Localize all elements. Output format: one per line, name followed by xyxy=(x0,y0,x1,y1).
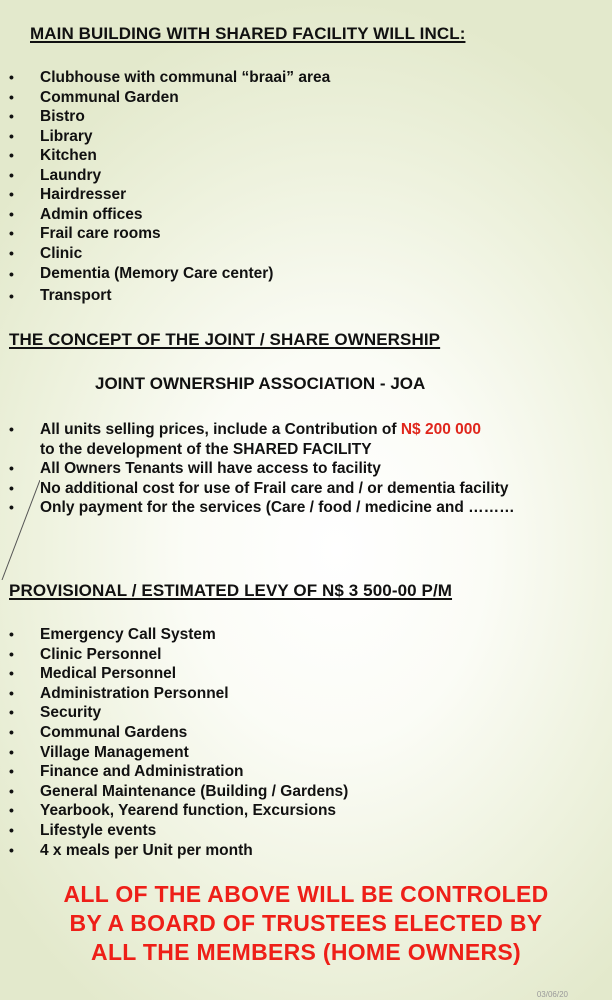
bullet-icon: • xyxy=(9,645,14,662)
list-item xyxy=(9,166,330,186)
levy-list xyxy=(9,625,348,860)
contribution-amount: N$ 200 000 xyxy=(400,421,481,438)
list-item-label: Clinic xyxy=(40,244,83,262)
bullet-icon: • xyxy=(9,763,14,780)
list-item-label: Laundry xyxy=(40,166,102,184)
ownership-list xyxy=(9,420,569,518)
list-item xyxy=(9,185,330,205)
list-item-label: Medical Personnel xyxy=(40,665,177,683)
list-item-label: Administration Personnel xyxy=(40,684,229,702)
list-item-label: No additional cost for use of Frail care and / or dementia facility xyxy=(40,479,509,497)
list-item xyxy=(9,703,348,723)
list-item-continuation: to the development of the SHARED FACILITY xyxy=(40,440,372,458)
bullet-icon: • xyxy=(9,821,14,838)
list-item-label: General Maintenance (Building / Gardens) xyxy=(40,782,349,800)
bullet-icon: • xyxy=(9,665,14,682)
trustees-statement xyxy=(0,880,612,967)
bullet-icon: • xyxy=(9,479,14,496)
list-item-label: Emergency Call System xyxy=(40,626,216,643)
list-item xyxy=(9,498,560,518)
section2-heading: THE CONCEPT OF THE JOINT / SHARE OWNERSHIP xyxy=(9,330,441,349)
list-item xyxy=(9,68,330,88)
statement-line: BY A BOARD OF TRUSTEES ELECTED BY xyxy=(69,910,543,936)
list-item-label: Communal Garden xyxy=(40,88,179,106)
bullet-icon: • xyxy=(9,166,14,183)
bullet-icon: • xyxy=(9,460,14,476)
date-stamp: 03/06/20 xyxy=(536,990,568,999)
list-item-label: Admin offices xyxy=(40,205,143,223)
bullet-icon: • xyxy=(9,69,14,85)
list-item-label: 4 x meals per Unit per month xyxy=(40,841,253,859)
list-item xyxy=(9,420,569,459)
list-item xyxy=(9,479,510,499)
list-item xyxy=(9,821,348,841)
bullet-icon: • xyxy=(9,743,14,760)
list-item xyxy=(9,684,348,704)
list-item xyxy=(9,127,330,147)
bullet-icon: • xyxy=(9,127,14,144)
list-item-label: Security xyxy=(40,704,102,722)
list-item-label: Clubhouse with communal “braai” area xyxy=(40,69,331,86)
bullet-icon: • xyxy=(9,225,14,241)
list-item-label: Dementia (Memory Care center) xyxy=(40,265,274,282)
statement-line: ALL THE MEMBERS (HOME OWNERS) xyxy=(91,939,521,965)
list-item xyxy=(9,205,330,225)
list-item xyxy=(9,664,348,684)
list-item-label: All Owners Tenants will have access to facility xyxy=(40,460,381,477)
list-item-label: Clinic Personnel xyxy=(40,645,162,663)
list-item xyxy=(9,625,348,645)
list-item xyxy=(9,285,330,307)
list-item-label: Finance and Administration xyxy=(40,763,244,781)
section1-heading: MAIN BUILDING WITH SHARED FACILITY WILL INCL: xyxy=(30,24,466,43)
bullet-icon: • xyxy=(9,88,14,105)
list-item-label: Frail care rooms xyxy=(40,225,161,242)
list-item-label: Communal Gardens xyxy=(40,723,188,741)
list-item-label: Hairdresser xyxy=(40,186,127,203)
list-item-label: Bistro xyxy=(40,108,85,125)
bullet-icon: • xyxy=(9,288,14,304)
list-item-label: Transport xyxy=(40,287,112,304)
list-item xyxy=(9,88,330,108)
bullet-icon: • xyxy=(9,205,14,222)
bullet-icon: • xyxy=(9,841,14,858)
bullet-icon: • xyxy=(9,244,14,261)
section3-heading: PROVISIONAL / ESTIMATED LEVY OF N$ 3 500-00 P/M xyxy=(9,581,453,600)
bullet-icon: • xyxy=(9,186,14,202)
bullet-icon: • xyxy=(9,723,14,740)
list-item xyxy=(9,107,330,127)
bullet-icon: • xyxy=(9,684,14,701)
list-item-label: All units selling prices, include a Contribution of xyxy=(40,421,397,438)
list-item xyxy=(9,459,569,479)
list-item xyxy=(9,841,348,861)
list-item-label: Only payment for the services (Care / food / medicine and ……… xyxy=(40,499,515,516)
list-item-label: Kitchen xyxy=(40,147,97,164)
bullet-icon: • xyxy=(9,108,14,124)
list-item-label: Lifestyle events xyxy=(40,821,157,839)
list-item-label: Library xyxy=(40,127,93,145)
list-item xyxy=(9,244,330,264)
list-item xyxy=(9,723,348,743)
list-item xyxy=(9,224,330,244)
statement-line: ALL OF THE ABOVE WILL BE CONTROLED xyxy=(63,881,549,907)
edge-line-mark xyxy=(0,480,40,580)
facilities-list xyxy=(9,68,330,307)
list-item-label: Village Management xyxy=(40,743,189,761)
list-item xyxy=(9,782,348,802)
bullet-icon: • xyxy=(9,499,14,515)
list-item xyxy=(9,146,330,166)
bullet-icon: • xyxy=(9,147,14,163)
list-item xyxy=(9,762,348,782)
bullet-icon: • xyxy=(9,626,14,642)
list-item xyxy=(9,743,348,763)
bullet-icon: • xyxy=(9,802,14,819)
bullet-icon: • xyxy=(9,704,14,721)
list-item xyxy=(9,645,348,665)
bullet-icon: • xyxy=(9,421,14,437)
list-item-label: Yearbook, Yearend function, Excursions xyxy=(40,802,337,820)
list-item xyxy=(9,263,330,285)
list-item xyxy=(9,801,348,821)
bullet-icon: • xyxy=(9,266,14,282)
joa-subheading: JOINT OWNERSHIP ASSOCIATION - JOA xyxy=(95,374,426,393)
bullet-icon: • xyxy=(9,782,14,799)
